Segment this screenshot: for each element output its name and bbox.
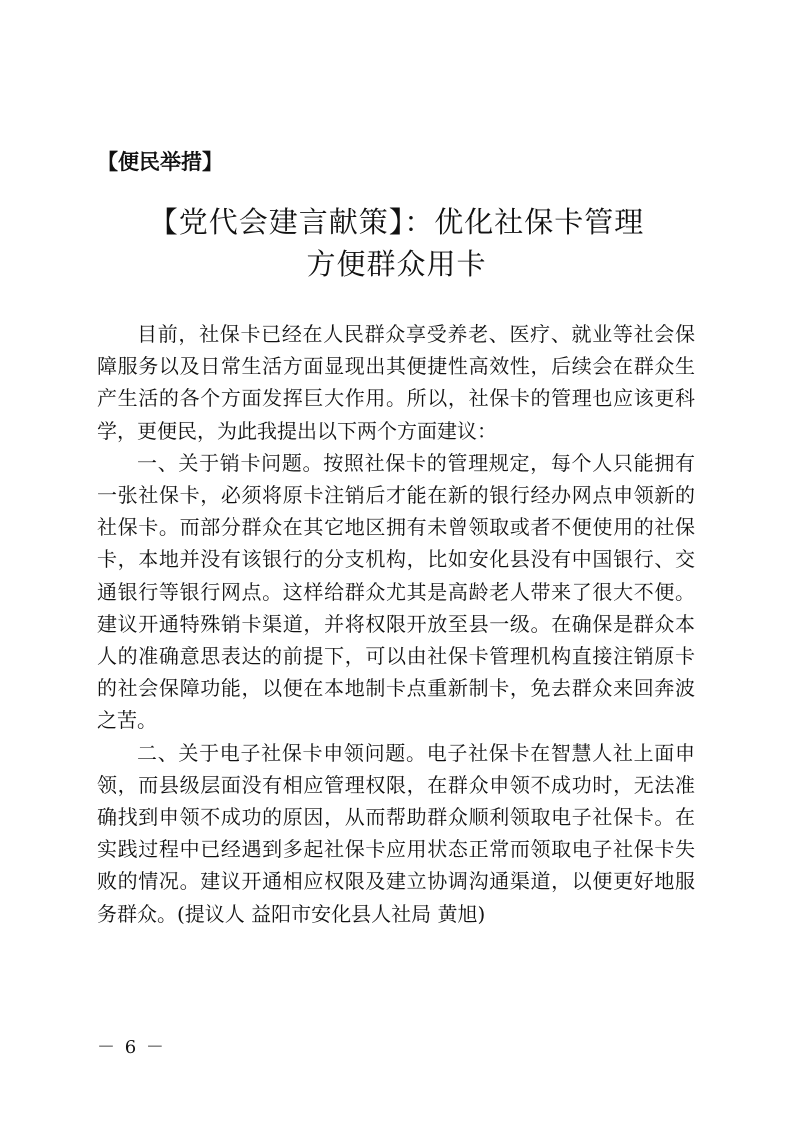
- paragraph-electronic-card: 二、关于电子社保卡申领问题。电子社保卡在智慧人社上面申领，而县级层面没有相应管理权限，在群众申领不成功时，无法准确找到申领不成功的原因，从而帮助群众顺利领取电子社保卡。在实践过程中已经遇到多起社保卡应用状态正常而领取电子社保卡失败的情况。建议开通相应权限及建立协调沟通渠道，以便更好地服务群众。(提议人 益阳市安化县人社局 黄旭): [97, 740, 695, 926]
- body-text: [97, 318, 695, 930]
- paragraph-intro: 目前，社保卡已经在人民群众享受养老、医疗、就业等社会保障服务以及日常生活方面显现出其便捷性高效性，后续会在群众生产生活的各个方面发挥巨大作用。所以，社保卡的管理也应该更科学，更便民，为此我提出以下两个方面建议：: [97, 322, 695, 443]
- title-line-1: 【党代会建言献策】：优化社保卡管理: [148, 205, 645, 239]
- paragraph-card-cancellation: 一、关于销卡问题。按照社保卡的管理规定，每个人只能拥有一张社保卡，必须将原卡注销后才能在新的银行经办网点申领新的社保卡。而部分群众在其它地区拥有未曾领取或者不便使用的社保卡，本地并没有该银行的分支机构，比如安化县没有中国银行、交通银行等银行网点。这样给群众尤其是高龄老人带来了很大不便。建议开通特殊销卡渠道，并将权限开放至县一级。在确保是群众本人的准确意思表达的前提下，可以由社保卡管理机构直接注销原卡的社会保障功能，以便在本地制卡点重新制卡，免去群众来回奔波之苦。: [97, 450, 695, 733]
- page-number: － 6 －: [97, 1037, 166, 1058]
- title-line-2: 方便群众用卡: [306, 247, 487, 281]
- section-tag: 【便民举措】: [97, 150, 223, 174]
